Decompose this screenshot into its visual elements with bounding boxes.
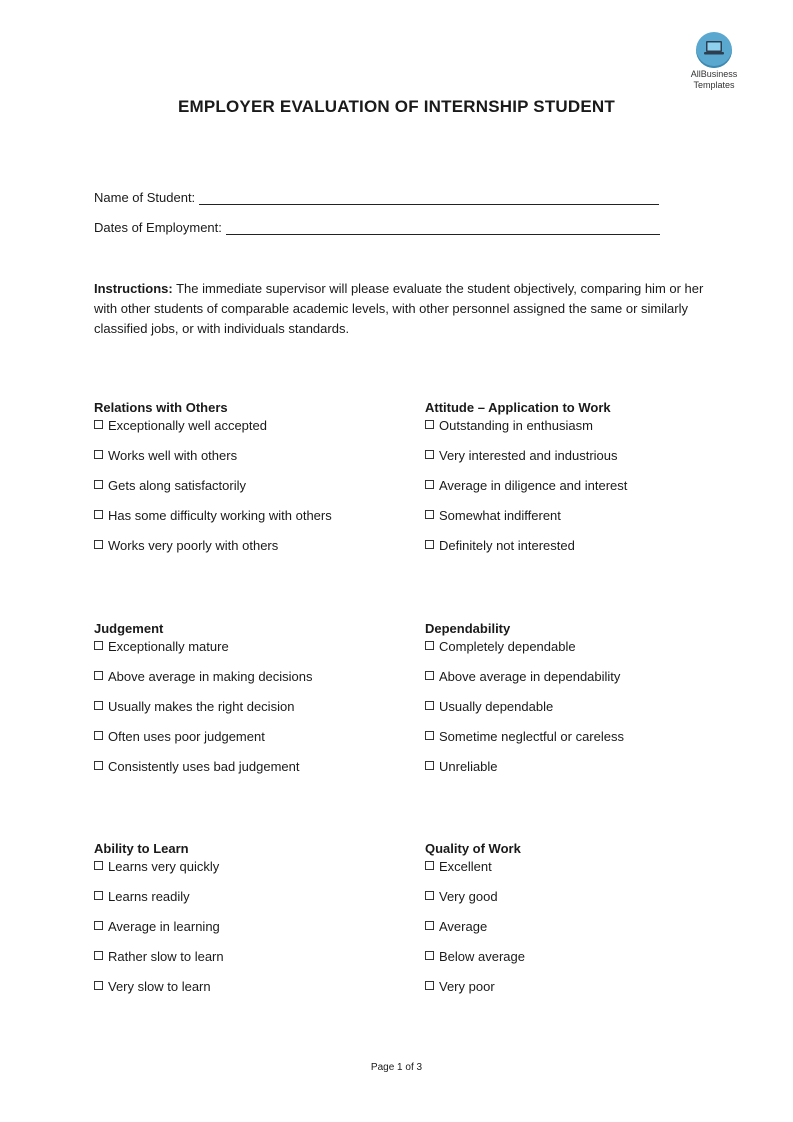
section-relations-with-others <box>94 399 332 555</box>
option-item[interactable] <box>94 858 224 876</box>
option-item[interactable] <box>94 948 224 966</box>
option-item[interactable] <box>425 758 624 776</box>
checkbox-icon[interactable] <box>94 981 103 990</box>
section-heading: Relations with Others <box>94 400 228 415</box>
option-item[interactable] <box>94 698 313 716</box>
option-item[interactable] <box>425 507 627 525</box>
checkbox-icon[interactable] <box>94 480 103 489</box>
instructions-label: Instructions: <box>94 281 173 296</box>
option-label: Definitely not interested <box>439 538 575 553</box>
option-label: Usually dependable <box>439 699 554 714</box>
option-item[interactable] <box>94 888 224 906</box>
option-label: Has some difficulty working with others <box>108 508 332 523</box>
checkbox-icon[interactable] <box>94 540 103 549</box>
student-name-field <box>94 190 659 205</box>
option-item[interactable] <box>425 477 627 495</box>
checkbox-icon[interactable] <box>94 641 103 650</box>
option-label: Below average <box>439 949 525 964</box>
checkbox-icon[interactable] <box>425 701 434 710</box>
checkbox-icon[interactable] <box>94 731 103 740</box>
section-dependability <box>425 620 624 776</box>
checkbox-icon[interactable] <box>425 981 434 990</box>
option-label: Very good <box>439 889 498 904</box>
option-item[interactable] <box>94 978 224 996</box>
instructions-text: The immediate supervisor will please evaluate the student objectively, comparing him or her with other students of comparable academic levels, with other personnel assigned the same or similarly classified jobs, or with individuals standards. <box>94 281 704 336</box>
option-item[interactable] <box>425 417 627 435</box>
section-heading: Quality of Work <box>425 841 521 856</box>
option-label: Above average in dependability <box>439 669 621 684</box>
option-label: Exceptionally well accepted <box>108 418 267 433</box>
checkbox-icon[interactable] <box>425 671 434 680</box>
checkbox-icon[interactable] <box>425 510 434 519</box>
checkbox-icon[interactable] <box>425 450 434 459</box>
option-item[interactable] <box>425 668 624 686</box>
option-label: Works very poorly with others <box>108 538 279 553</box>
section-attitude-application-to-work <box>425 399 627 555</box>
option-label: Very slow to learn <box>108 979 211 994</box>
option-item[interactable] <box>94 918 224 936</box>
section-heading: Dependability <box>425 621 511 636</box>
student-name-line[interactable] <box>199 190 659 205</box>
instructions-paragraph <box>94 279 704 339</box>
logo-text-line2: Templates <box>693 80 735 90</box>
checkbox-icon[interactable] <box>425 921 434 930</box>
option-item[interactable] <box>425 978 525 996</box>
option-label: Average in learning <box>108 919 220 934</box>
checkbox-icon[interactable] <box>425 951 434 960</box>
option-label: Learns readily <box>108 889 190 904</box>
checkbox-icon[interactable] <box>425 731 434 740</box>
option-item[interactable] <box>425 447 627 465</box>
section-judgement <box>94 620 313 776</box>
option-label: Outstanding in enthusiasm <box>439 418 593 433</box>
option-label: Somewhat indifferent <box>439 508 561 523</box>
option-item[interactable] <box>425 537 627 555</box>
option-item[interactable] <box>94 507 332 525</box>
dates-of-employment-field <box>94 220 660 235</box>
option-label: Consistently uses bad judgement <box>108 759 300 774</box>
option-item[interactable] <box>94 668 313 686</box>
option-item[interactable] <box>425 918 525 936</box>
option-label: Average in diligence and interest <box>439 478 628 493</box>
option-label: Average <box>439 919 488 934</box>
checkbox-icon[interactable] <box>425 420 434 429</box>
checkbox-icon[interactable] <box>425 861 434 870</box>
checkbox-icon[interactable] <box>94 450 103 459</box>
checkbox-icon[interactable] <box>94 761 103 770</box>
section-heading: Attitude – Application to Work <box>425 400 611 415</box>
option-label: Rather slow to learn <box>108 949 224 964</box>
option-label: Excellent <box>439 859 492 874</box>
option-label: Gets along satisfactorily <box>108 478 247 493</box>
option-label: Often uses poor judgement <box>108 729 265 744</box>
section-ability-to-learn <box>94 840 224 996</box>
option-label: Learns very quickly <box>108 859 220 874</box>
checkbox-icon[interactable] <box>94 701 103 710</box>
student-name-label: Name of Student: <box>94 190 196 205</box>
dates-of-employment-line[interactable] <box>226 220 660 235</box>
checkbox-icon[interactable] <box>94 891 103 900</box>
option-item[interactable] <box>94 447 332 465</box>
checkbox-icon[interactable] <box>94 510 103 519</box>
allbusiness-logo <box>678 32 750 90</box>
section-heading: Judgement <box>94 621 164 636</box>
checkbox-icon[interactable] <box>425 480 434 489</box>
option-label: Exceptionally mature <box>108 639 229 654</box>
option-item[interactable] <box>425 638 624 656</box>
checkbox-icon[interactable] <box>425 641 434 650</box>
checkbox-icon[interactable] <box>425 540 434 549</box>
option-item[interactable] <box>94 728 313 746</box>
option-label: Works well with others <box>108 448 238 463</box>
option-item[interactable] <box>425 698 624 716</box>
section-quality-of-work <box>425 840 525 996</box>
dates-of-employment-label: Dates of Employment: <box>94 220 222 235</box>
section-heading: Ability to Learn <box>94 841 189 856</box>
checkbox-icon[interactable] <box>94 921 103 930</box>
page-number: Page 1 of 3 <box>370 1062 423 1073</box>
option-item[interactable] <box>425 948 525 966</box>
option-item[interactable] <box>94 638 313 656</box>
option-item[interactable] <box>425 858 525 876</box>
option-label: Above average in making decisions <box>108 669 313 684</box>
option-label: Sometime neglectful or careless <box>439 729 624 744</box>
checkbox-icon[interactable] <box>94 671 103 680</box>
option-item[interactable] <box>425 888 525 906</box>
option-item[interactable] <box>94 477 332 495</box>
laptop-icon <box>696 32 732 68</box>
option-item[interactable] <box>425 728 624 746</box>
option-item[interactable] <box>94 537 332 555</box>
logo-text-line1: AllBusiness <box>690 69 738 79</box>
option-label: Very interested and industrious <box>439 448 618 463</box>
option-label: Completely dependable <box>439 639 576 654</box>
option-item[interactable] <box>94 758 313 776</box>
option-item[interactable] <box>94 417 332 435</box>
document-title: EMPLOYER EVALUATION OF INTERNSHIP STUDENT <box>177 97 615 116</box>
checkbox-icon[interactable] <box>425 761 434 770</box>
checkbox-icon[interactable] <box>94 951 103 960</box>
checkbox-icon[interactable] <box>94 861 103 870</box>
option-label: Very poor <box>439 979 495 994</box>
checkbox-icon[interactable] <box>94 420 103 429</box>
option-label: Unreliable <box>439 759 498 774</box>
option-label: Usually makes the right decision <box>108 699 295 714</box>
checkbox-icon[interactable] <box>425 891 434 900</box>
